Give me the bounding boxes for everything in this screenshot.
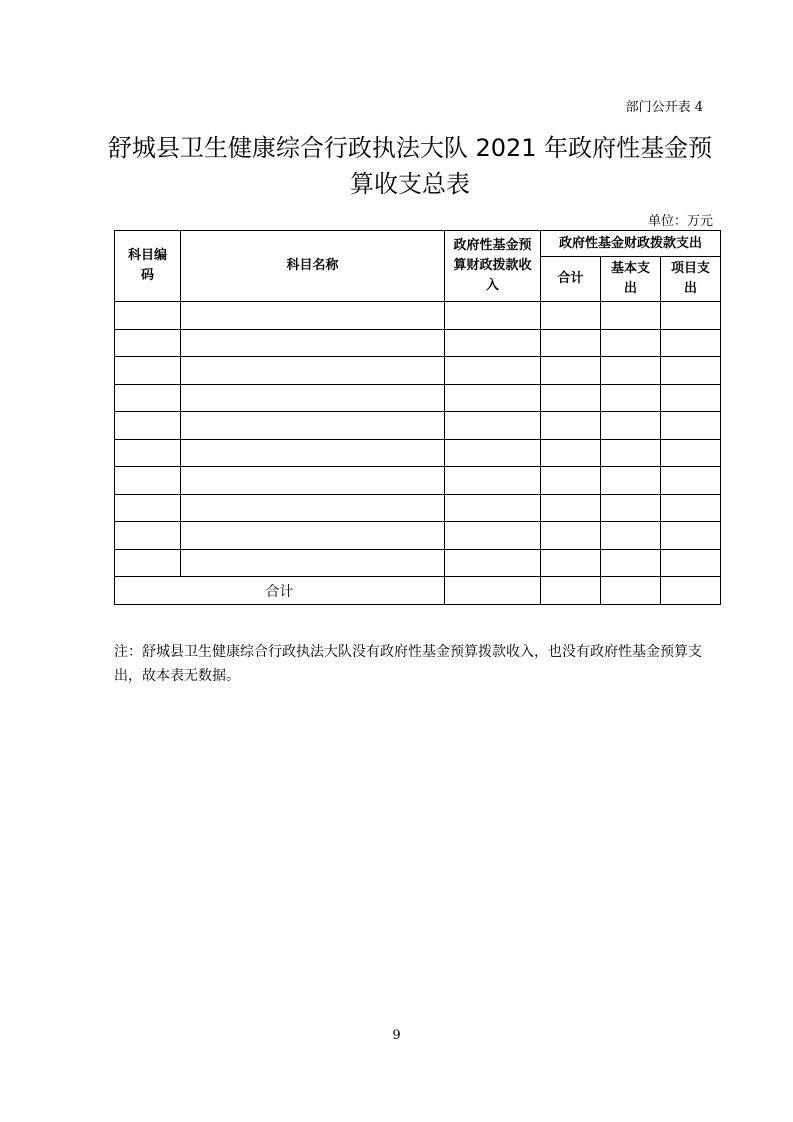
table-row (115, 357, 721, 385)
title-line-2: 算收支总表 (350, 170, 470, 198)
table-row (115, 439, 721, 467)
table-row (115, 412, 721, 440)
page-number: 9 (392, 1028, 401, 1043)
title-line-1: 舒城县卫生健康综合行政执法大队 2021 年政府性基金预 (107, 134, 713, 162)
total-row (115, 577, 721, 605)
header-project: 项目支出 (661, 257, 721, 302)
header-total: 合计 (541, 257, 601, 302)
header-name: 科目名称 (181, 231, 445, 302)
budget-table (114, 230, 721, 605)
table-row (115, 522, 721, 550)
table-row (115, 467, 721, 495)
header-basic: 基本支出 (601, 257, 661, 302)
footnote: 注：舒城县卫生健康综合行政执法大队没有政府性基金预算拨款收入，也没有政府性基金预算支出，故本表无数据。 (114, 644, 702, 684)
page-title (100, 130, 720, 202)
header-income: 政府性基金预算财政拨款收入 (445, 231, 541, 302)
table-row (115, 329, 721, 357)
table-row (115, 302, 721, 330)
table-label: 部门公开表 4 (625, 100, 703, 115)
total-label: 合计 (115, 577, 445, 605)
header-expenditure-group: 政府性基金财政拨款支出 (541, 231, 721, 257)
table-row (115, 549, 721, 577)
header-row-1 (115, 231, 721, 257)
table-row (115, 384, 721, 412)
table-row (115, 494, 721, 522)
header-code: 科目编码 (115, 231, 181, 302)
unit-label: 单位：万元 (647, 214, 713, 229)
